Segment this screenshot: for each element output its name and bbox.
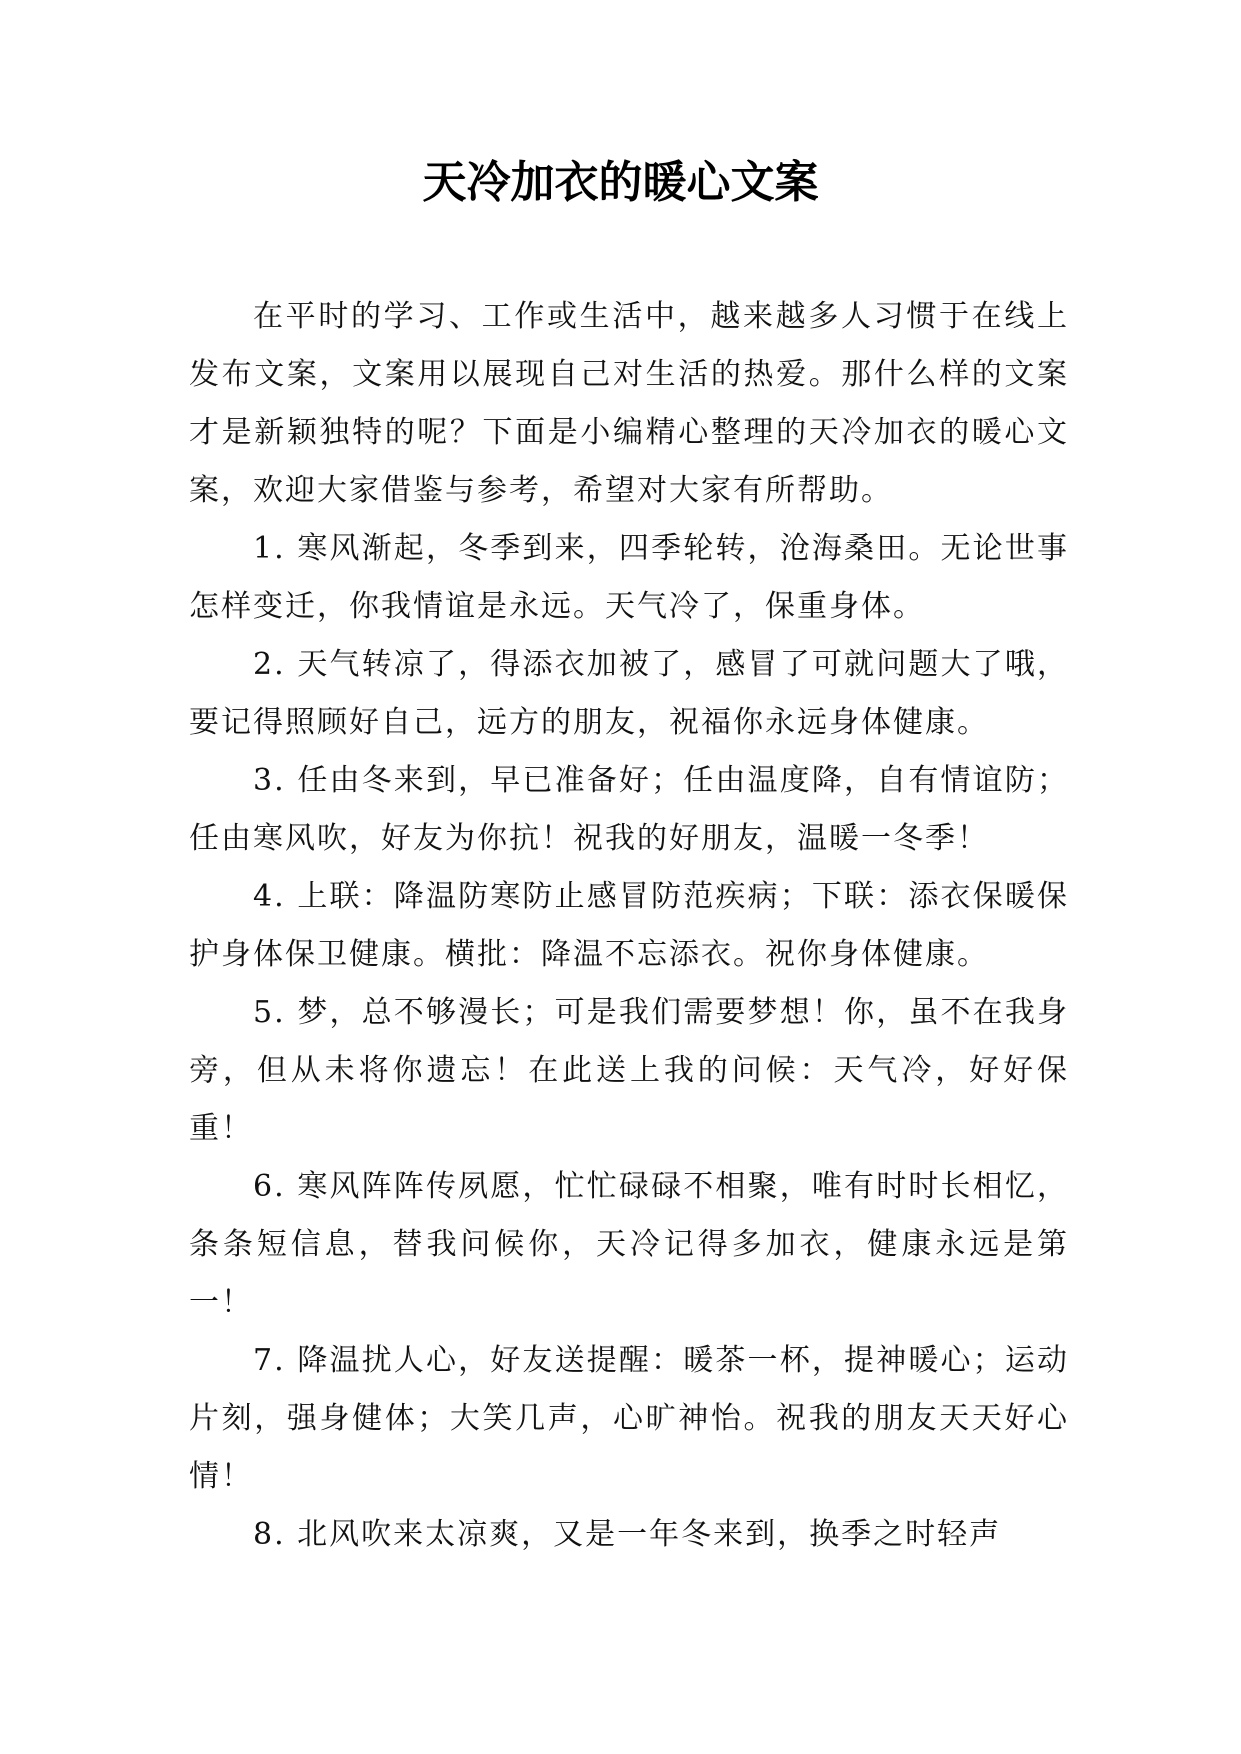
list-item-5: 5. 梦，总不够漫长；可是我们需要梦想！你，虽不在我身旁，但从未将你遗忘！在此送上我的问候：天气冷，好好保重！ — [189, 995, 1069, 1146]
list-item-6: 6. 寒风阵阵传夙愿，忙忙碌碌不相聚，唯有时时长相忆，条条短信息，替我问候你，天冷记得多加衣，健康永远是第一！ — [189, 1169, 1069, 1320]
document-title: 天冷加衣的暖心文案 — [422, 157, 819, 208]
list-item-2: 2. 天气转凉了，得添衣加被了，感冒了可就问题大了哦，要记得照顾好自己，远方的朋友，祝福你永远身体健康。 — [189, 647, 1069, 740]
list-item-4: 4. 上联：降温防寒防止感冒防范疾病；下联：添衣保暖保护身体保卫健康。横批：降温不忘添衣。祝你身体健康。 — [189, 879, 1069, 972]
list-item-7: 7. 降温扰人心，好友送提醒：暖茶一杯，提神暖心；运动片刻，强身健体；大笑几声，心旷神怡。祝我的朋友天天好心情！ — [189, 1343, 1069, 1494]
intro-paragraph: 在平时的学习、工作或生活中，越来越多人习惯于在线上发布文案，文案用以展现自己对生活的热爱。那什么样的文案才是新颖独特的呢？下面是小编精心整理的天冷加衣的暖心文案，欢迎大家借鉴与参考，希望对大家有所帮助。 — [189, 299, 1069, 508]
list-item-3: 3. 任由冬来到，早已准备好；任由温度降，自有情谊防；任由寒风吹，好友为你抗！祝我的好朋友，温暖一冬季！ — [189, 763, 1069, 856]
list-item-8: 8. 北风吹来太凉爽，又是一年冬来到，换季之时轻声 — [253, 1517, 1002, 1552]
list-item-1: 1. 寒风渐起，冬季到来，四季轮转，沧海桑田。无论世事怎样变迁，你我情谊是永远。天气冷了，保重身体。 — [189, 531, 1069, 624]
document-body — [189, 288, 1069, 1564]
